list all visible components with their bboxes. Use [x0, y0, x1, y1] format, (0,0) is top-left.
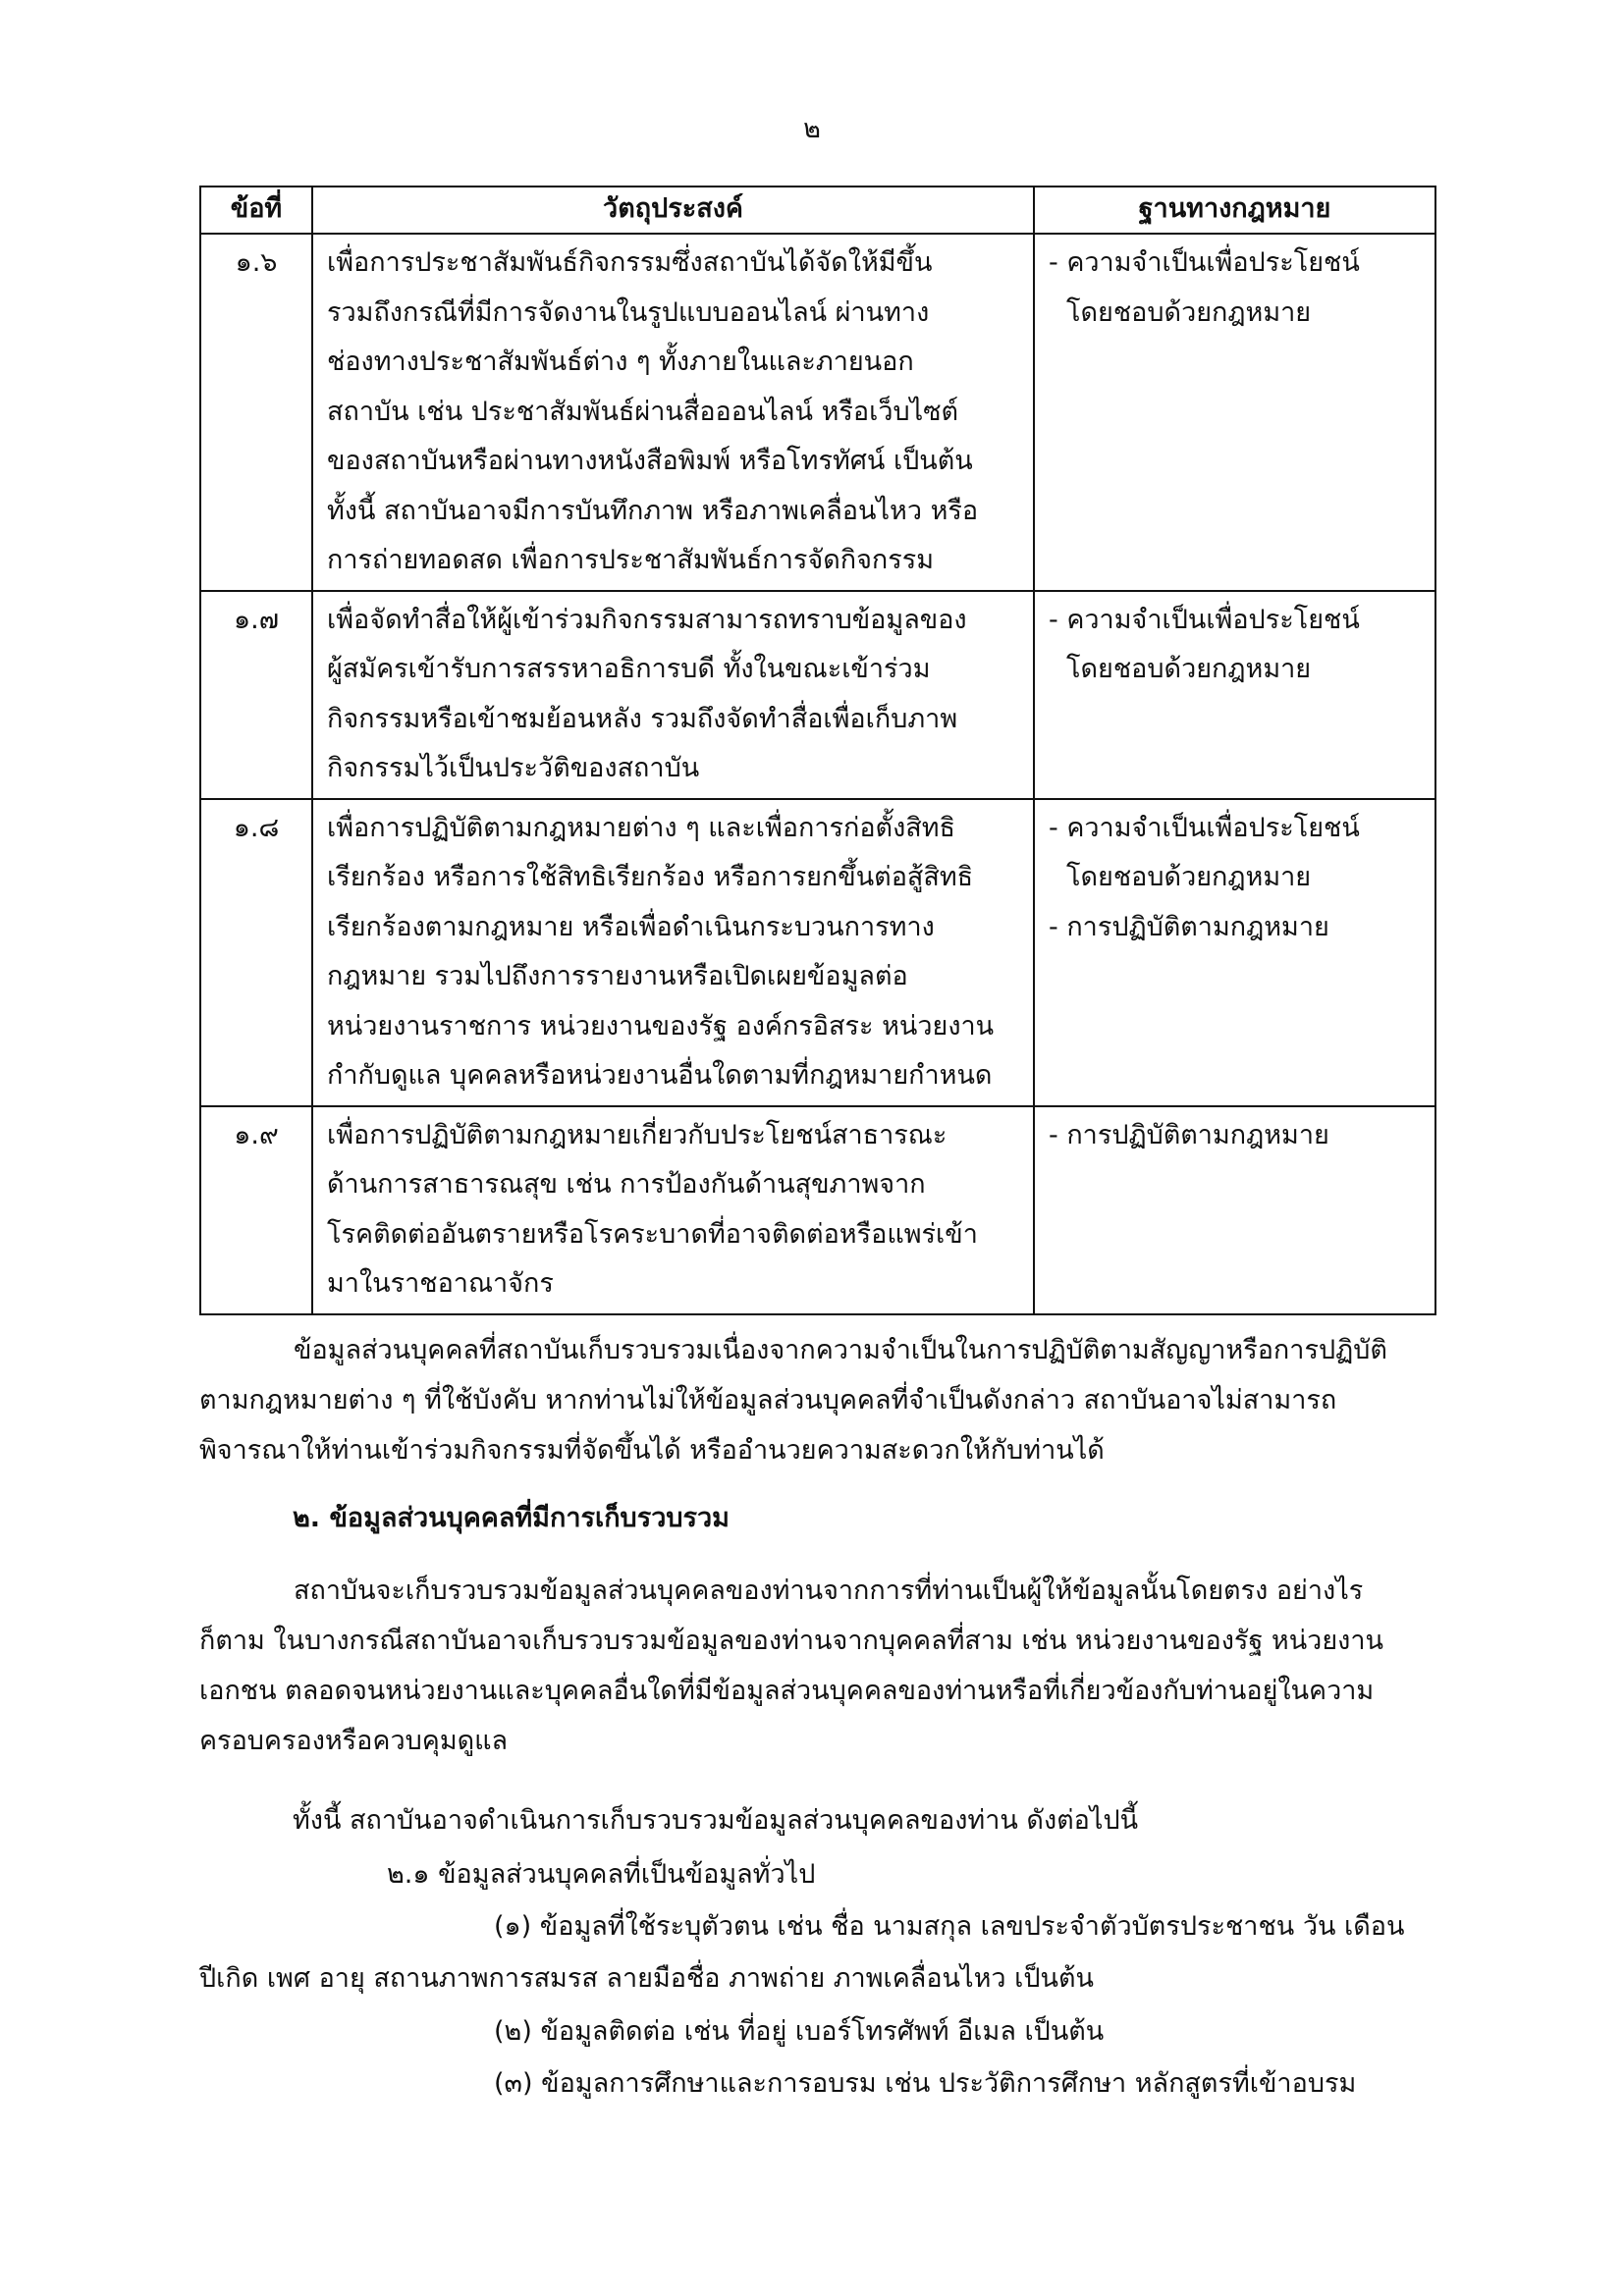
purpose-line: เพื่อการปฏิบัติตามกฎหมายต่าง ๆ และเพื่อการก่อตั้งสิทธิ — [327, 812, 956, 843]
purpose-line: กำกับดูแล บุคคลหรือหน่วยงานอื่นใดตามที่กฎหมายกำหนด — [327, 1060, 993, 1091]
header-purpose: วัตถุประสงค์ — [312, 187, 1034, 234]
purpose-line: การถ่ายทอดสด เพื่อการประชาสัมพันธ์การจัดกิจกรรม — [327, 545, 935, 575]
purpose-line: เรียกร้องตามกฎหมาย หรือเพื่อดำเนินกระบวนการทาง — [327, 911, 935, 942]
basis-line: โดยชอบด้วยกฎหมาย — [1066, 862, 1312, 892]
purpose-line: กิจกรรมหรือเข้าชมย้อนหลัง รวมถึงจัดทำสื่อเพื่อเก็บภาพ — [327, 703, 958, 734]
section-2-heading: ๒. ข้อมูลส่วนบุคคลที่มีการเก็บรวบรวม — [293, 1503, 730, 1533]
purpose-line: ของสถาบันหรือผ่านทางหนังสือพิมพ์ หรือโทรทัศน์ เป็นต้น — [327, 446, 973, 476]
purpose-line: ช่องทางประชาสัมพันธ์ต่าง ๆ ทั้งภายในและภายนอก — [327, 347, 914, 377]
row-purpose — [312, 234, 1034, 591]
paragraph-line: สถาบันจะเก็บรวบรวมข้อมูลส่วนบุคคลของท่านจากการที่ท่านเป็นผู้ให้ข้อมูลนั้นโดยตรง อย่างไร — [294, 1575, 1364, 1606]
basis-line: - ความจำเป็นเพื่อประโยชน์ — [1049, 247, 1360, 278]
row-purpose — [312, 591, 1034, 799]
purpose-line: เพื่อจัดทำสื่อให้ผู้เข้าร่วมกิจกรรมสามารถทราบข้อมูลของ — [327, 604, 967, 635]
paragraph-line: ข้อมูลส่วนบุคคลที่สถาบันเก็บรวบรวมเนื่องจากความจำเป็นในการปฏิบัติตามสัญญาหรือการปฏิบัติ — [294, 1335, 1387, 1365]
list-item-identity-line1: (๑) ข้อมูลที่ใช้ระบุตัวตน เช่น ชื่อ นามสกุล เลขประจำตัวบัตรประชาชน วัน เดือน — [494, 1911, 1405, 1942]
paragraph-line: เอกชน ตลอดจนหน่วยงานและบุคคลอื่นใดที่มีข้อมูลส่วนบุคคลของท่านหรือที่เกี่ยวข้องกับท่านอยู่ในความ — [199, 1676, 1375, 1706]
table-row — [200, 1106, 1435, 1314]
purpose-line: ด้านการสาธารณสุข เช่น การป้องกันด้านสุขภาพจาก — [327, 1169, 926, 1200]
list-item-identity-line2: ปีเกิด เพศ อายุ สถานภาพการสมรส ลายมือชื่อ ภาพถ่าย ภาพเคลื่อนไหว เป็นต้น — [199, 1963, 1094, 1994]
page-number: ๒ — [803, 114, 821, 144]
row-legal-basis — [1034, 799, 1435, 1106]
paragraph-line: พิจารณาให้ท่านเข้าร่วมกิจกรรมที่จัดขึ้นได้ หรืออำนวยความสะดวกให้กับท่านได้ — [199, 1435, 1105, 1466]
row-legal-basis — [1034, 1106, 1435, 1314]
purpose-line: เพื่อการปฏิบัติตามกฎหมายเกี่ยวกับประโยชน์สาธารณะ — [327, 1119, 947, 1150]
row-number: ๑.๘ — [200, 799, 312, 1106]
list-item-contact: (๒) ข้อมูลติดต่อ เช่น ที่อยู่ เบอร์โทรศัพท์ อีเมล เป็นต้น — [494, 2016, 1105, 2047]
table-header-row — [200, 187, 1435, 234]
table-row — [200, 234, 1435, 591]
paragraph-line: ก็ตาม ในบางกรณีสถาบันอาจเก็บรวบรวมข้อมูลของท่านจากบุคคลที่สาม เช่น หน่วยงานของรัฐ หน่วยงาน — [199, 1626, 1383, 1656]
purpose-line: ทั้งนี้ สถาบันอาจมีการบันทึกภาพ หรือภาพเคลื่อนไหว หรือ — [327, 495, 979, 526]
row-legal-basis — [1034, 234, 1435, 591]
purpose-line: หน่วยงานราชการ หน่วยงานของรัฐ องค์กรอิสระ หน่วยงาน — [327, 1010, 995, 1041]
list-item-education: (๓) ข้อมูลการศึกษาและการอบรม เช่น ประวัติการศึกษา หลักสูตรที่เข้าอบรม — [494, 2068, 1357, 2099]
row-purpose — [312, 799, 1034, 1106]
header-no: ข้อที่ — [200, 187, 312, 234]
paragraph-line: ครอบครองหรือควบคุมดูแล — [199, 1726, 509, 1756]
purpose-line: เพื่อการประชาสัมพันธ์กิจกรรมซึ่งสถาบันได้จัดให้มีขึ้น — [327, 247, 933, 278]
purpose-line: มาในราชอาณาจักร — [327, 1268, 554, 1299]
purpose-line: เรียกร้อง หรือการใช้สิทธิเรียกร้อง หรือการยกขึ้นต่อสู้สิทธิ — [327, 862, 974, 892]
header-legal-basis: ฐานทางกฎหมาย — [1034, 187, 1435, 234]
subsection-2-1: ๒.๑ ข้อมูลส่วนบุคคลที่เป็นข้อมูลทั่วไป — [387, 1859, 816, 1890]
row-purpose — [312, 1106, 1034, 1314]
row-number: ๑.๙ — [200, 1106, 312, 1314]
basis-line: - การปฏิบัติตามกฎหมาย — [1049, 911, 1329, 942]
purpose-line: โรคติดต่ออันตรายหรือโรคระบาดที่อาจติดต่อหรือแพร่เข้า — [327, 1218, 978, 1250]
row-number: ๑.๖ — [200, 234, 312, 591]
basis-line: - ความจำเป็นเพื่อประโยชน์ — [1049, 812, 1360, 843]
purpose-line: รวมถึงกรณีที่มีการจัดงานในรูปแบบออนไลน์ ผ่านทาง — [327, 296, 930, 328]
paragraph-line: ตามกฎหมายต่าง ๆ ที่ใช้บังคับ หากท่านไม่ให้ข้อมูลส่วนบุคคลที่จำเป็นดังกล่าว สถาบันอาจไม่สามารถ — [199, 1385, 1337, 1415]
basis-line: - การปฏิบัติตามกฎหมาย — [1049, 1119, 1329, 1150]
paragraph-collection-intro: ทั้งนี้ สถาบันอาจดำเนินการเก็บรวบรวมข้อมูลส่วนบุคคลของท่าน ดังต่อไปนี้ — [293, 1805, 1139, 1836]
row-number: ๑.๗ — [200, 591, 312, 799]
basis-line: - ความจำเป็นเพื่อประโยชน์ — [1049, 604, 1360, 635]
purpose-line: กิจกรรมไว้เป็นประวัติของสถาบัน — [327, 753, 700, 783]
basis-line: โดยชอบด้วยกฎหมาย — [1066, 296, 1312, 328]
table-row — [200, 799, 1435, 1106]
purpose-line: กฎหมาย รวมไปถึงการรายงานหรือเปิดเผยข้อมูลต่อ — [327, 961, 908, 991]
purpose-legal-basis-table — [199, 186, 1436, 1315]
row-legal-basis — [1034, 591, 1435, 799]
paragraph-collection-sources — [199, 1566, 1435, 1766]
purpose-line: สถาบัน เช่น ประชาสัมพันธ์ผ่านสื่อออนไลน์ หรือเว็บไซต์ — [327, 396, 959, 427]
table-row — [200, 591, 1435, 799]
paragraph-data-necessity — [199, 1325, 1435, 1475]
basis-line: โดยชอบด้วยกฎหมาย — [1066, 654, 1312, 684]
purpose-line: ผู้สมัครเข้ารับการสรรหาอธิการบดี ทั้งในขณะเข้าร่วม — [327, 654, 931, 684]
